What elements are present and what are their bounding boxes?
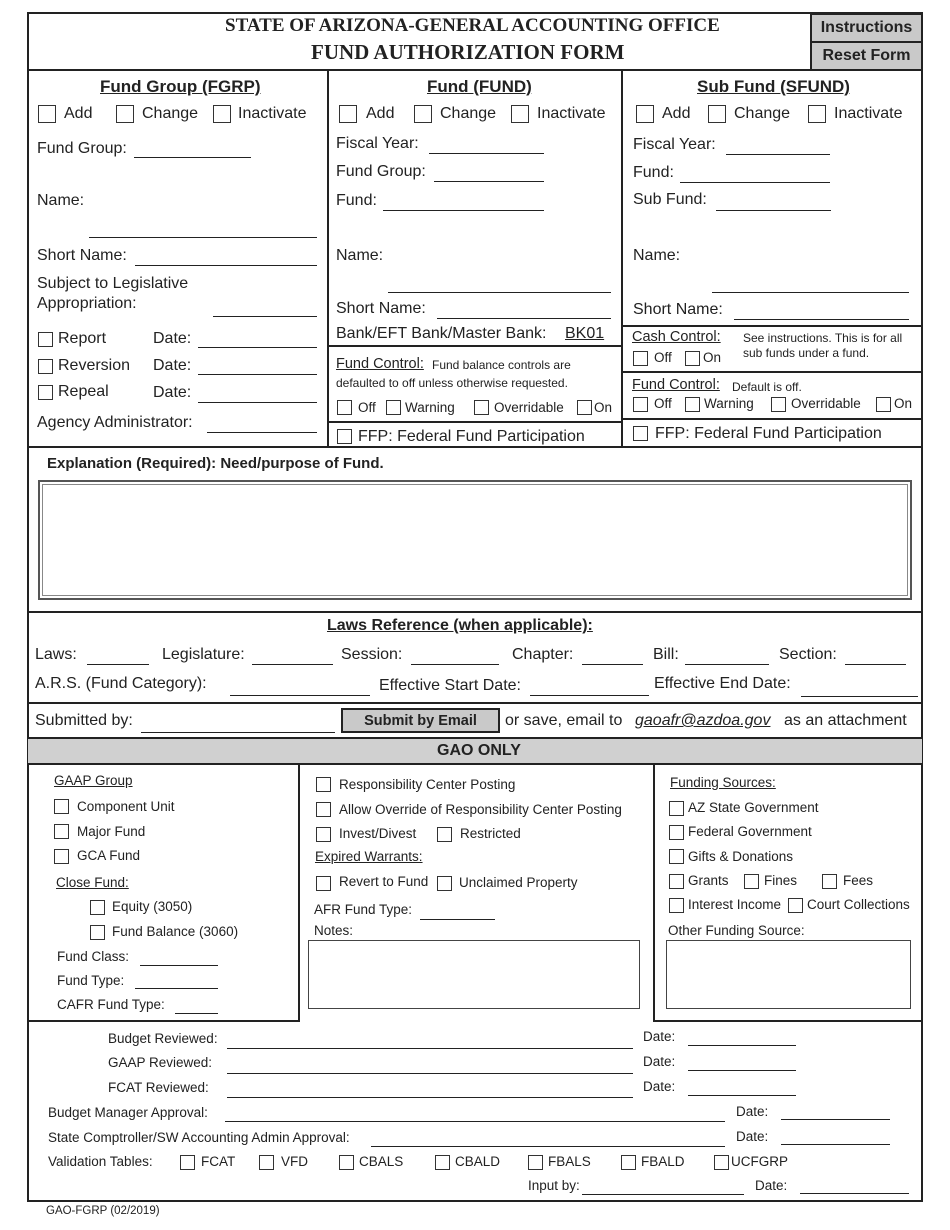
fund-bank-label: Bank/EFT Bank/Master Bank: xyxy=(336,325,547,342)
gao-only-title: GAO ONLY xyxy=(437,742,521,759)
rcp-checkbox[interactable] xyxy=(316,777,331,792)
fund-ffp-checkbox[interactable] xyxy=(337,429,352,444)
fund-title: Fund (FUND) xyxy=(427,77,532,96)
fgrp-admin-field[interactable] xyxy=(207,432,317,433)
vfd-checkbox[interactable] xyxy=(259,1155,274,1170)
sfund-add-checkbox[interactable] xyxy=(636,105,654,123)
fgrp-reversion-date-field[interactable] xyxy=(198,374,317,375)
fund-fund-group-label: Fund Group: xyxy=(336,163,426,180)
notes-label: Notes: xyxy=(314,923,354,938)
bill-label: Bill: xyxy=(653,646,679,663)
bm-date-label: Date: xyxy=(736,1104,769,1119)
sfund-short-name-label: Short Name: xyxy=(633,301,723,318)
fgrp-reversion-date-label: Date: xyxy=(153,357,192,374)
fgrp-repeal-checkbox[interactable] xyxy=(38,385,53,400)
fines-checkbox[interactable] xyxy=(744,874,759,889)
fgrp-name-field[interactable] xyxy=(89,237,317,238)
sfund-title: Sub Fund (SFUND) xyxy=(697,77,850,96)
gaap-date-label: Date: xyxy=(643,1054,676,1069)
budget-date-label: Date: xyxy=(643,1029,676,1044)
fund-fiscal-year-field[interactable] xyxy=(429,153,544,154)
sfund-cash-on-label: On xyxy=(703,350,722,365)
sfund-change-checkbox[interactable] xyxy=(708,105,726,123)
sfund-control-on-checkbox[interactable] xyxy=(876,397,891,412)
notes-textarea[interactable] xyxy=(308,940,640,1009)
fund-change-label: Change xyxy=(440,105,497,122)
fgrp-admin-label: Agency Administrator: xyxy=(37,414,193,431)
court-label: Court Collections xyxy=(807,897,910,912)
fcat-date-field[interactable] xyxy=(688,1095,796,1096)
sfund-control-label: Fund Control: xyxy=(632,377,720,393)
fund-fund-group-field[interactable] xyxy=(434,181,544,182)
cbals-checkbox[interactable] xyxy=(339,1155,354,1170)
interest-checkbox[interactable] xyxy=(669,898,684,913)
restricted-label: Restricted xyxy=(460,826,521,841)
grants-checkbox[interactable] xyxy=(669,874,684,889)
divider xyxy=(298,763,300,1022)
fund-add-checkbox[interactable] xyxy=(339,105,357,123)
fund-name-field[interactable] xyxy=(388,292,611,293)
az-gov-label: AZ State Government xyxy=(688,800,819,815)
or-save-text: or save, email to xyxy=(505,712,623,729)
fgrp-reversion-checkbox[interactable] xyxy=(38,359,53,374)
input-by-label: Input by: xyxy=(528,1178,580,1193)
fgrp-reversion-label: Reversion xyxy=(58,357,131,374)
major-fund-label: Major Fund xyxy=(77,824,146,839)
fines-label: Fines xyxy=(764,873,798,888)
fund-class-label: Fund Class: xyxy=(57,949,130,964)
bill-field[interactable] xyxy=(685,664,769,665)
fbals-checkbox[interactable] xyxy=(528,1155,543,1170)
submit-by-email-button[interactable]: Submit by Email xyxy=(341,708,500,733)
invest-divest-checkbox[interactable] xyxy=(316,827,331,842)
chapter-field[interactable] xyxy=(582,664,643,665)
fund-fiscal-year-label: Fiscal Year: xyxy=(336,135,419,152)
sfund-fiscal-year-label: Fiscal Year: xyxy=(633,136,716,153)
effective-end-field[interactable] xyxy=(801,696,918,697)
fgrp-repeal-date-field[interactable] xyxy=(198,402,317,403)
fgrp-appropriation-label: Appropriation: xyxy=(37,295,137,312)
header-agency: STATE OF ARIZONA-GENERAL ACCOUNTING OFFICE xyxy=(225,15,720,36)
fund-balance-label: Fund Balance (3060) xyxy=(112,924,239,939)
fgrp-repeal-label: Repeal xyxy=(58,383,109,400)
fund-bank-value[interactable]: BK01 xyxy=(565,325,605,342)
sfund-control-overridable-label: Overridable xyxy=(791,396,861,411)
fund-ffp-label: FFP: Federal Fund Participation xyxy=(358,428,585,445)
fgrp-report-date-label: Date: xyxy=(153,330,192,347)
rcp-label: Responsibility Center Posting xyxy=(339,777,516,792)
unclaimed-checkbox[interactable] xyxy=(437,876,452,891)
attachment-text: as an attachment xyxy=(784,712,907,729)
sfund-control-note: Default is off. xyxy=(732,380,802,394)
budget-reviewed-label: Budget Reviewed: xyxy=(108,1031,218,1046)
fund-fund-field[interactable] xyxy=(383,210,544,211)
divider xyxy=(27,446,923,448)
gca-fund-checkbox[interactable] xyxy=(54,849,69,864)
ars-label: A.R.S. (Fund Category): xyxy=(35,675,207,692)
divider xyxy=(328,345,621,347)
state-comptroller-label: State Comptroller/SW Accounting Admin Approval: xyxy=(48,1130,350,1145)
fgrp-report-date-field[interactable] xyxy=(198,347,317,348)
ucfgrp-label: UCFGRP xyxy=(731,1154,788,1169)
budget-manager-label: Budget Manager Approval: xyxy=(48,1105,208,1120)
other-funding-textarea[interactable] xyxy=(666,940,911,1009)
fund-control-warning-label: Warning xyxy=(405,400,455,415)
fund-control-off-label: Off xyxy=(358,400,376,415)
revert-label: Revert to Fund xyxy=(339,874,429,889)
fund-control-on-checkbox[interactable] xyxy=(577,400,592,415)
fgrp-inactivate-checkbox[interactable] xyxy=(213,105,231,123)
input-date-label: Date: xyxy=(755,1178,788,1193)
fgrp-change-checkbox[interactable] xyxy=(116,105,134,123)
sfund-cash-control-label: Cash Control: xyxy=(632,329,721,345)
fed-gov-label: Federal Government xyxy=(688,824,812,839)
sfund-add-label: Add xyxy=(662,105,691,122)
fees-label: Fees xyxy=(843,873,874,888)
form-code: GAO-FGRP (02/2019) xyxy=(46,1205,160,1217)
budget-date-field[interactable] xyxy=(688,1045,796,1046)
gaap-group-label: GAAP Group xyxy=(54,773,133,788)
budget-reviewed-field[interactable] xyxy=(227,1048,633,1049)
unclaimed-label: Unclaimed Property xyxy=(459,875,578,890)
fgrp-subject-label: Subject to Legislative xyxy=(37,275,189,292)
chapter-label: Chapter: xyxy=(512,646,574,663)
fund-name-label: Name: xyxy=(336,247,384,264)
input-by-field[interactable] xyxy=(582,1194,744,1195)
laws-label: Laws: xyxy=(35,646,77,663)
budget-manager-field[interactable] xyxy=(225,1121,725,1122)
cafr-fund-type-label: CAFR Fund Type: xyxy=(57,997,165,1012)
sfund-inactivate-label: Inactivate xyxy=(834,105,903,122)
interest-label: Interest Income xyxy=(688,897,782,912)
allow-override-checkbox[interactable] xyxy=(316,802,331,817)
fund-inactivate-checkbox[interactable] xyxy=(511,105,529,123)
fgrp-name-label: Name: xyxy=(37,192,85,209)
close-fund-label: Close Fund: xyxy=(56,875,129,890)
cbald-label: CBALD xyxy=(455,1154,501,1169)
fund-balance-checkbox[interactable] xyxy=(90,925,105,940)
sfund-control-overridable-checkbox[interactable] xyxy=(771,397,786,412)
vfd-label: VFD xyxy=(281,1154,308,1169)
fgrp-short-name-field[interactable] xyxy=(135,265,317,266)
grants-label: Grants xyxy=(688,873,729,888)
fees-checkbox[interactable] xyxy=(822,874,837,889)
fgrp-fund-group-field[interactable] xyxy=(134,157,251,158)
sfund-name-label: Name: xyxy=(633,247,681,264)
sfund-name-field[interactable] xyxy=(712,292,909,293)
ucfgrp-checkbox[interactable] xyxy=(714,1155,729,1170)
invest-divest-label: Invest/Divest xyxy=(339,826,417,841)
fund-type-label: Fund Type: xyxy=(57,973,125,988)
fund-control-on-label: On xyxy=(594,400,613,415)
effective-start-field[interactable] xyxy=(530,695,649,696)
effective-start-label: Effective Start Date: xyxy=(379,677,521,694)
sfund-sub-fund-field[interactable] xyxy=(716,210,831,211)
divider xyxy=(653,1020,923,1022)
sfund-control-on-label: On xyxy=(894,396,913,411)
sfund-ffp-checkbox[interactable] xyxy=(633,426,648,441)
sfund-short-name-field[interactable] xyxy=(734,319,909,320)
fgrp-add-label: Add xyxy=(64,105,93,122)
laws-field[interactable] xyxy=(87,664,149,665)
gifts-label: Gifts & Donations xyxy=(688,849,794,864)
explanation-textarea[interactable] xyxy=(38,480,912,600)
fund-inactivate-label: Inactivate xyxy=(537,105,606,122)
divider xyxy=(27,611,923,613)
sfund-fund-field[interactable] xyxy=(680,182,830,183)
revert-checkbox[interactable] xyxy=(316,876,331,891)
fcat-reviewed-label: FCAT Reviewed: xyxy=(108,1080,209,1095)
sfund-control-off-checkbox[interactable] xyxy=(633,397,648,412)
funding-sources-label: Funding Sources: xyxy=(670,775,776,790)
cbals-label: CBALS xyxy=(359,1154,404,1169)
validation-tables-label: Validation Tables: xyxy=(48,1154,153,1169)
sfund-cash-note: See instructions. This is for all xyxy=(743,331,903,345)
fgrp-appropriation-field[interactable] xyxy=(213,316,317,317)
fgrp-add-checkbox[interactable] xyxy=(38,105,56,123)
divider xyxy=(27,69,923,71)
fund-fund-label: Fund: xyxy=(336,192,377,209)
divider xyxy=(27,763,923,765)
az-gov-checkbox[interactable] xyxy=(669,801,684,816)
fgrp-report-label: Report xyxy=(58,330,107,347)
afr-fund-type-label: AFR Fund Type: xyxy=(314,902,413,917)
divider xyxy=(621,69,623,448)
sfund-cash-off-checkbox[interactable] xyxy=(633,351,648,366)
fund-control-overridable-checkbox[interactable] xyxy=(474,400,489,415)
fgrp-title: Fund Group (FGRP) xyxy=(100,77,261,96)
bm-date-field[interactable] xyxy=(781,1119,890,1120)
fbals-label: FBALS xyxy=(548,1154,591,1169)
fund-type-field[interactable] xyxy=(135,988,218,989)
fbald-label: FBALD xyxy=(641,1154,685,1169)
fcat-checkbox[interactable] xyxy=(180,1155,195,1170)
laws-title: Laws Reference (when applicable): xyxy=(327,617,593,634)
ars-field[interactable] xyxy=(230,695,370,696)
fcat-label: FCAT xyxy=(201,1154,236,1169)
sfund-fiscal-year-field[interactable] xyxy=(726,154,830,155)
fgrp-report-checkbox[interactable] xyxy=(38,332,53,347)
fgrp-change-label: Change xyxy=(142,105,199,122)
sfund-inactivate-checkbox[interactable] xyxy=(808,105,826,123)
equity-checkbox[interactable] xyxy=(90,900,105,915)
gca-fund-label: GCA Fund xyxy=(77,848,141,863)
fcat-reviewed-field[interactable] xyxy=(227,1097,633,1098)
component-unit-label: Component Unit xyxy=(77,799,175,814)
cafr-fund-type-field[interactable] xyxy=(175,1013,218,1014)
court-checkbox[interactable] xyxy=(788,898,803,913)
sfund-change-label: Change xyxy=(734,105,791,122)
divider xyxy=(622,418,923,420)
fund-class-field[interactable] xyxy=(140,965,218,966)
fund-short-name-field[interactable] xyxy=(437,318,611,319)
form-title: FUND AUTHORIZATION FORM xyxy=(311,40,625,64)
gaap-reviewed-field[interactable] xyxy=(227,1073,633,1074)
fund-control-note: Fund balance controls are xyxy=(432,358,571,372)
divider xyxy=(622,325,923,327)
fgrp-inactivate-label: Inactivate xyxy=(238,105,307,122)
section-field[interactable] xyxy=(845,664,906,665)
equity-label: Equity (3050) xyxy=(112,899,193,914)
sfund-control-warning-label: Warning xyxy=(704,396,754,411)
fund-change-checkbox[interactable] xyxy=(414,105,432,123)
fund-control-off-checkbox[interactable] xyxy=(337,400,352,415)
gaap-reviewed-label: GAAP Reviewed: xyxy=(108,1055,213,1070)
fund-control-note-2: defaulted to off unless otherwise requested. xyxy=(336,376,568,390)
cbald-checkbox[interactable] xyxy=(435,1155,450,1170)
session-label: Session: xyxy=(341,646,403,663)
other-funding-label: Other Funding Source: xyxy=(668,923,805,938)
instructions-button[interactable]: Instructions xyxy=(810,13,923,43)
divider xyxy=(27,1020,300,1022)
fgrp-short-name-label: Short Name: xyxy=(37,247,127,264)
fed-gov-checkbox[interactable] xyxy=(669,825,684,840)
fund-control-overridable-label: Overridable xyxy=(494,400,564,415)
fund-control-label: Fund Control: xyxy=(336,356,424,372)
fund-add-label: Add xyxy=(366,105,395,122)
legislature-field[interactable] xyxy=(252,664,333,665)
sfund-sub-fund-label: Sub Fund: xyxy=(633,191,707,208)
fund-control-warning-checkbox[interactable] xyxy=(386,400,401,415)
session-field[interactable] xyxy=(411,664,499,665)
sfund-control-off-label: Off xyxy=(654,396,672,411)
reset-form-button[interactable]: Reset Form xyxy=(810,41,923,71)
state-comptroller-field[interactable] xyxy=(371,1146,725,1147)
gifts-checkbox[interactable] xyxy=(669,849,684,864)
expired-warrants-label: Expired Warrants: xyxy=(315,849,423,864)
component-unit-checkbox[interactable] xyxy=(54,799,69,814)
sfund-ffp-label: FFP: Federal Fund Participation xyxy=(655,425,882,442)
form-frame xyxy=(27,12,923,1202)
sc-date-field[interactable] xyxy=(781,1144,890,1145)
fgrp-repeal-date-label: Date: xyxy=(153,384,192,401)
fbald-checkbox[interactable] xyxy=(621,1155,636,1170)
legislature-label: Legislature: xyxy=(162,646,245,663)
explanation-label: Explanation (Required): Need/purpose of Fund. xyxy=(47,455,384,472)
sfund-cash-off-label: Off xyxy=(654,350,672,365)
divider xyxy=(327,69,329,448)
sfund-cash-note-2: sub funds under a fund. xyxy=(743,346,870,360)
sfund-control-warning-checkbox[interactable] xyxy=(685,397,700,412)
effective-end-label: Effective End Date: xyxy=(654,675,791,692)
fund-short-name-label: Short Name: xyxy=(336,300,426,317)
sfund-cash-on-checkbox[interactable] xyxy=(685,351,700,366)
email-link[interactable]: gaoafr@azdoa.gov xyxy=(635,712,771,729)
fcat-date-label: Date: xyxy=(643,1079,676,1094)
restricted-checkbox[interactable] xyxy=(437,827,452,842)
submitted-by-field[interactable] xyxy=(141,732,335,733)
allow-override-label: Allow Override of Responsibility Center Posting xyxy=(339,802,622,817)
major-fund-checkbox[interactable] xyxy=(54,824,69,839)
divider xyxy=(27,702,923,704)
sfund-fund-label: Fund: xyxy=(633,164,674,181)
section-label: Section: xyxy=(779,646,837,663)
input-date-field[interactable] xyxy=(800,1193,909,1194)
divider xyxy=(622,371,923,373)
divider xyxy=(653,763,655,1022)
sc-date-label: Date: xyxy=(736,1129,769,1144)
fgrp-fund-group-label: Fund Group: xyxy=(37,140,127,157)
afr-fund-type-field[interactable] xyxy=(420,919,495,920)
gaap-date-field[interactable] xyxy=(688,1070,796,1071)
submitted-by-label: Submitted by: xyxy=(35,712,133,729)
divider xyxy=(328,421,621,423)
